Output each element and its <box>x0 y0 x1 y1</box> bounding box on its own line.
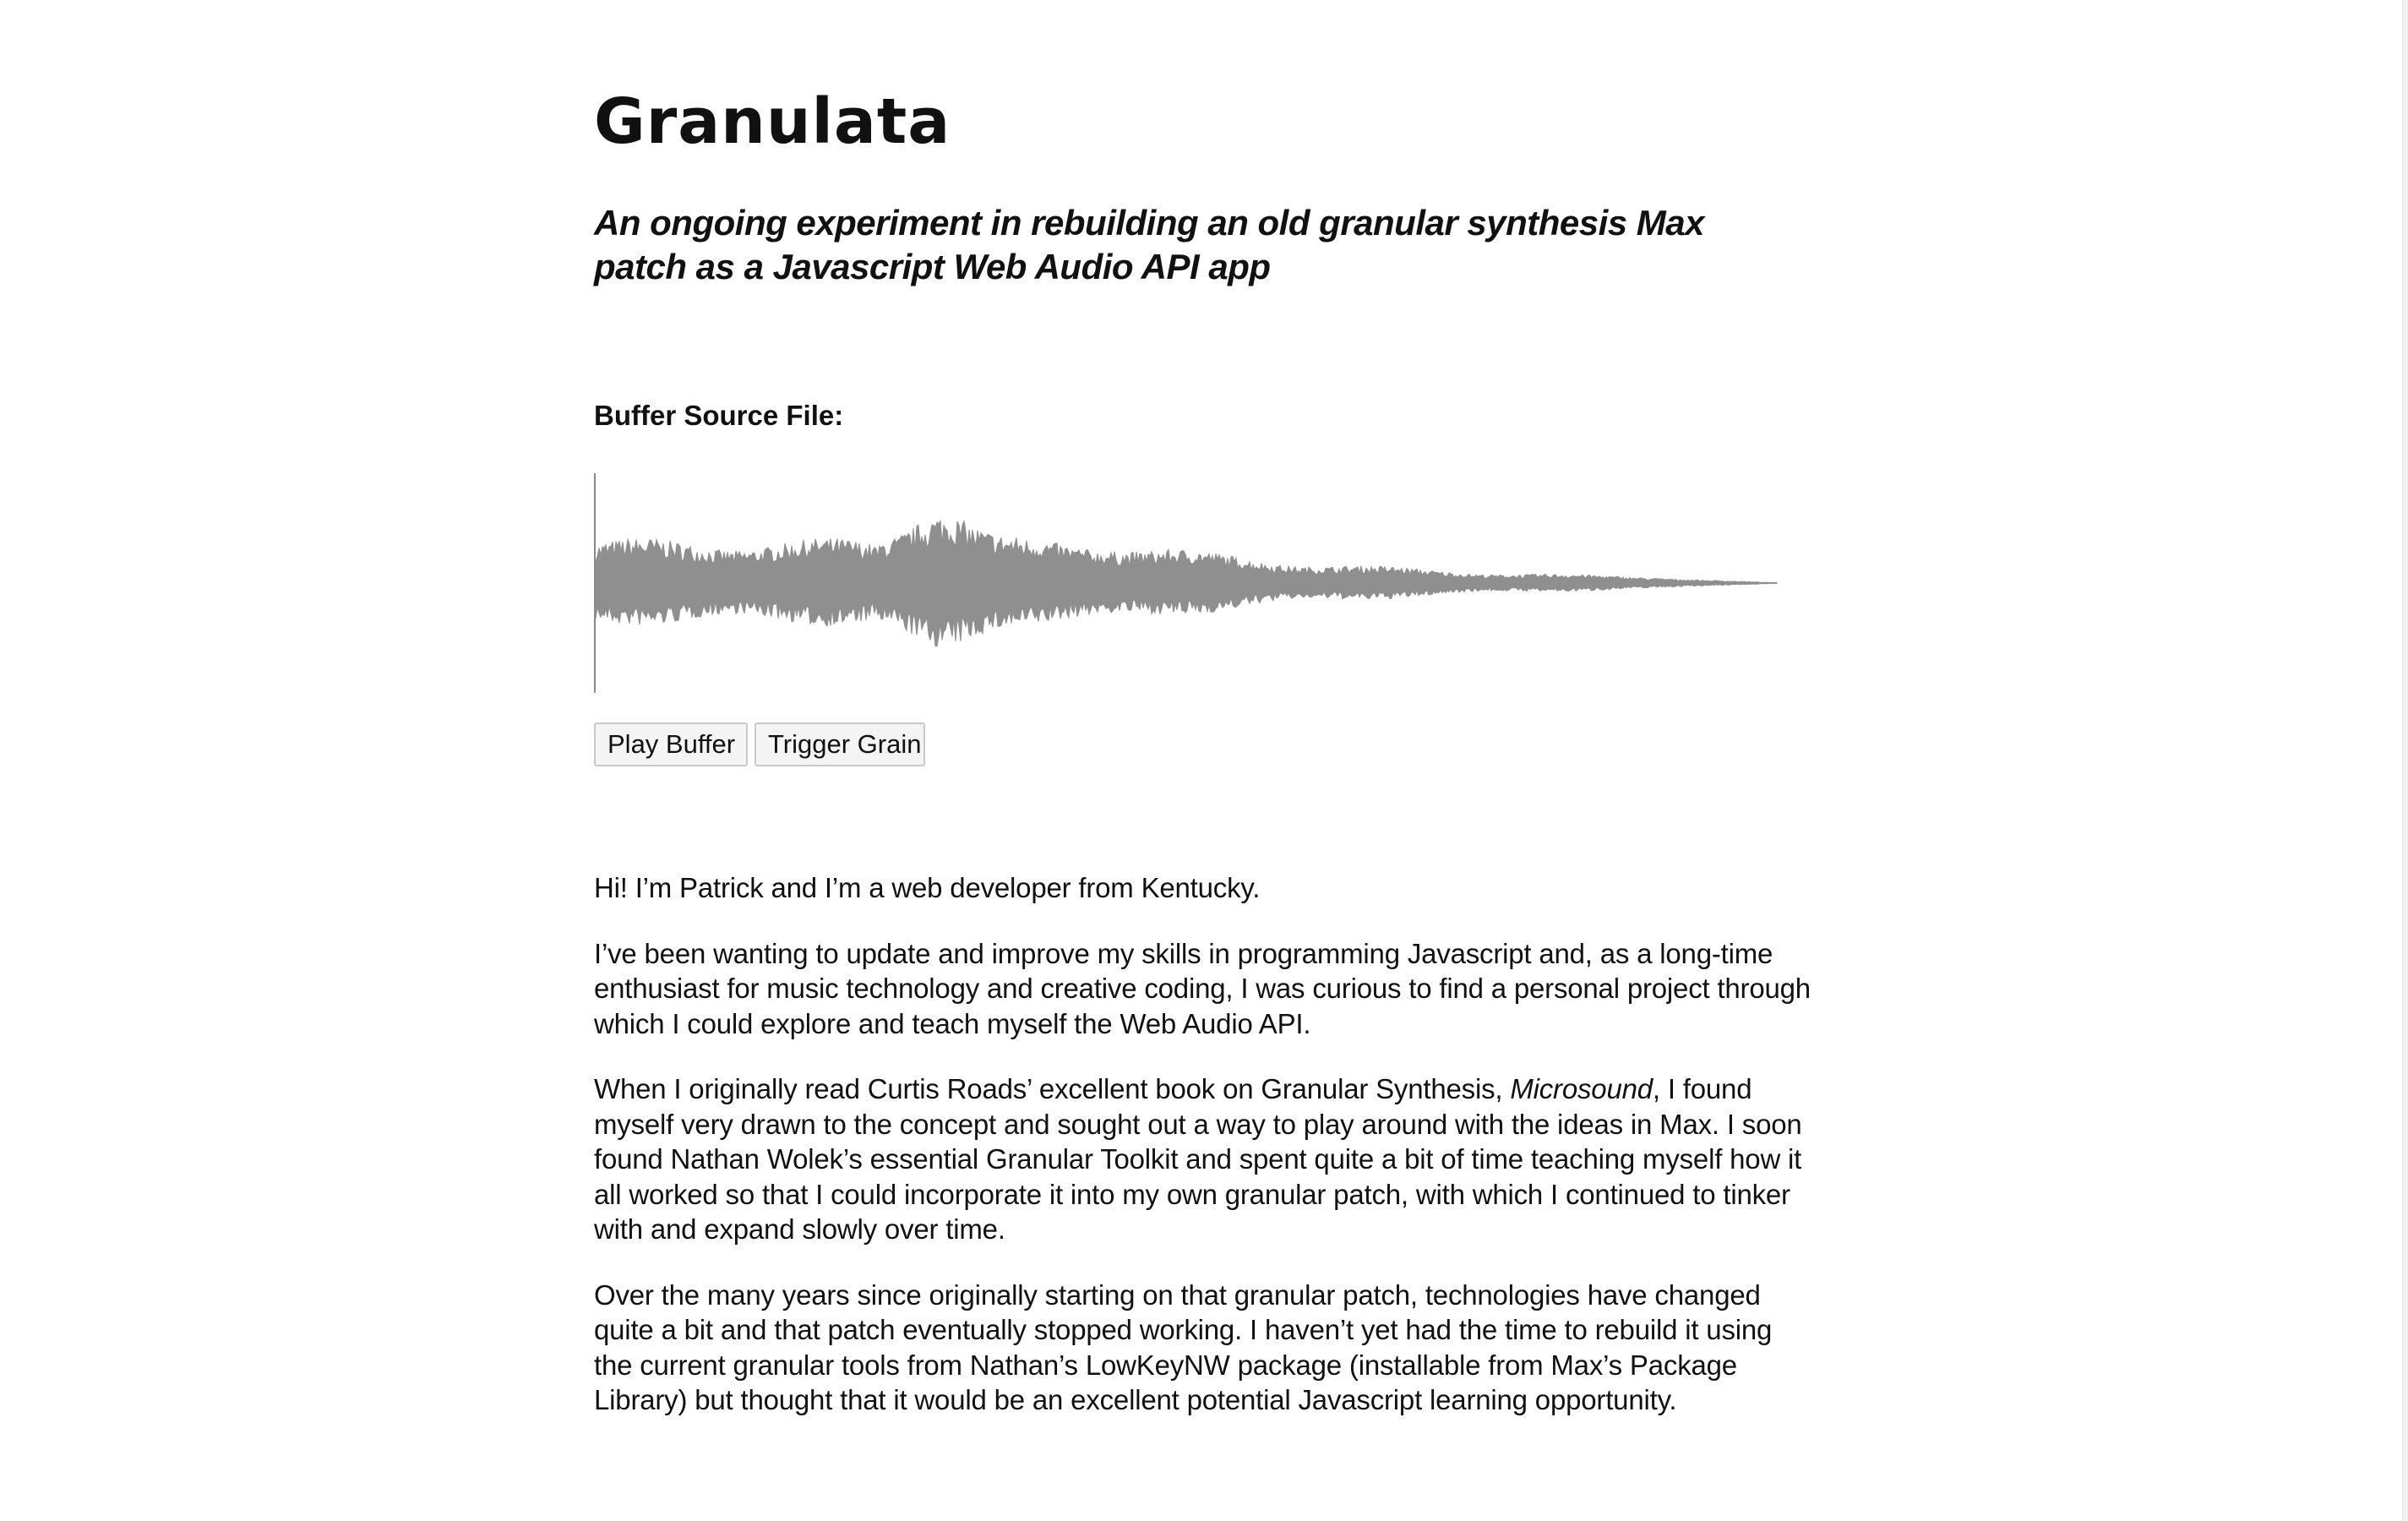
about-paragraph-4: Over the many years since originally starting on that granular patch, technologies have changed quite a bit and that patch eventually stopped working. I haven’t yet had the time to rebuild it using the current granular tools from Nathan’s LowKeyNW package (installable from Max’s Package Library) but thought that it would be an excellent potential Javascript learning opportunity. <box>594 1278 1773 1415</box>
page-subtitle: An ongoing experiment in rebuilding an old granular synthesis Max patch as a Javascript Web Audio API app <box>594 203 1705 286</box>
about-paragraph-3 <box>594 1071 1811 1247</box>
about-paragraph-2: I’ve been wanting to update and improve my skills in programming Javascript and, as a long-time enthusiast for music technology and creative coding, I was curious to find a personal project through which I could explore and teach myself the Web Audio API. <box>594 937 1811 1039</box>
buffer-waveform[interactable] <box>594 473 1785 693</box>
book-title-microsound: Microsound <box>1510 1073 1653 1104</box>
waveform-shape <box>596 521 1777 646</box>
about-paragraph-3-start: When I originally read Curtis Roads’ excellent book on Granular Synthesis, <box>594 1073 1511 1104</box>
buffer-source-label: Buffer Source File: <box>594 400 844 431</box>
page-title: Granulata <box>594 85 951 158</box>
page-scrollbar[interactable] <box>2402 0 2408 1521</box>
about-paragraph-3-end: , I found myself very drawn to the concept and sought out a way to play around with the ideas in Max. I soon found Nathan Wolek’s essential Granular Toolkit and spent quite a bit of time teaching myself how it all worked so that I could incorporate it into my own granular patch, with which I continued to tinker with and expand slowly over time. <box>594 1073 1802 1245</box>
about-paragraph-1: Hi! I’m Patrick and I’m a web developer from Kentucky. <box>594 872 1261 903</box>
play-buffer-button[interactable]: Play Buffer <box>594 722 748 766</box>
about-section <box>594 870 1811 1448</box>
trigger-grain-button[interactable]: Trigger Grain <box>755 722 925 766</box>
